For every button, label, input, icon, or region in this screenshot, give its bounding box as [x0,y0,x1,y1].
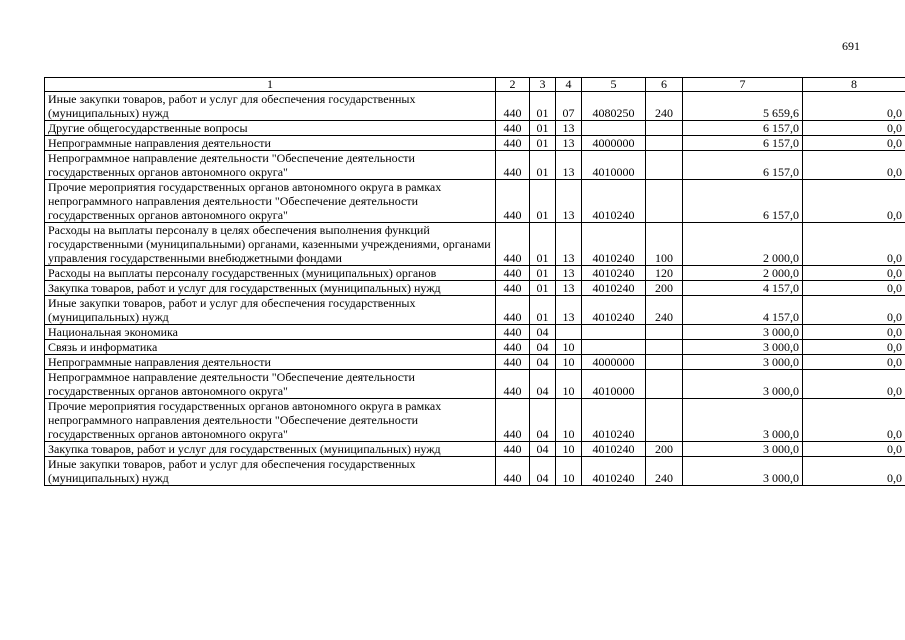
row-section-cell: 04 [530,442,556,457]
row-target-article-cell [582,340,646,355]
row-expense-type-cell: 240 [646,296,683,325]
column-header: 3 [530,78,556,92]
row-section-cell: 01 [530,151,556,180]
table-header-row [45,78,905,92]
row-amount-2-cell: 0,0 [803,355,905,370]
column-header: 8 [803,78,905,92]
row-grbs-cell: 440 [496,399,530,442]
row-section-cell: 04 [530,325,556,340]
row-target-article-cell: 4010240 [582,399,646,442]
row-expense-type-cell: 200 [646,281,683,296]
row-expense-type-cell: 200 [646,442,683,457]
row-target-article-cell: 4010000 [582,151,646,180]
row-amount-2-cell: 0,0 [803,281,905,296]
row-name-cell: Иные закупки товаров, работ и услуг для обеспечения государственных (муниципальных) нужд [45,457,496,486]
row-expense-type-cell [646,340,683,355]
table-row [45,180,905,223]
row-section-cell: 04 [530,457,556,486]
row-name-cell: Расходы на выплаты персоналу в целях обеспечения выполнения функций государственными (муниципальными) органами, казенными учреждениями, органами управления государственными внебюджетными фондами [45,223,496,266]
row-name-cell: Непрограммные направления деятельности [45,355,496,370]
row-amount-cell: 6 157,0 [683,151,803,180]
row-subsection-cell: 13 [556,121,582,136]
row-expense-type-cell [646,325,683,340]
row-amount-cell: 6 157,0 [683,136,803,151]
row-amount-2-cell: 0,0 [803,136,905,151]
row-target-article-cell: 4010240 [582,266,646,281]
row-grbs-cell: 440 [496,223,530,266]
row-subsection-cell: 13 [556,266,582,281]
row-section-cell: 01 [530,92,556,121]
row-grbs-cell: 440 [496,442,530,457]
row-expense-type-cell: 240 [646,457,683,486]
row-amount-2-cell: 0,0 [803,223,905,266]
table-row [45,370,905,399]
row-grbs-cell: 440 [496,370,530,399]
row-expense-type-cell [646,136,683,151]
row-expense-type-cell [646,370,683,399]
table-row [45,266,905,281]
table-row [45,325,905,340]
table-row [45,136,905,151]
row-amount-cell: 6 157,0 [683,180,803,223]
column-header: 7 [683,78,803,92]
row-grbs-cell: 440 [496,340,530,355]
table-row [45,442,905,457]
table-row [45,121,905,136]
column-header: 6 [646,78,683,92]
row-grbs-cell: 440 [496,281,530,296]
row-target-article-cell: 4010240 [582,296,646,325]
row-target-article-cell: 4010240 [582,223,646,266]
row-name-cell: Расходы на выплаты персоналу государственных (муниципальных) органов [45,266,496,281]
row-grbs-cell: 440 [496,136,530,151]
budget-table [44,77,905,486]
row-amount-2-cell: 0,0 [803,399,905,442]
row-amount-2-cell: 0,0 [803,442,905,457]
row-name-cell: Национальная экономика [45,325,496,340]
row-amount-cell: 3 000,0 [683,370,803,399]
row-target-article-cell: 4000000 [582,355,646,370]
row-amount-cell: 3 000,0 [683,457,803,486]
row-amount-2-cell: 0,0 [803,325,905,340]
table-row [45,355,905,370]
table-row [45,340,905,355]
row-subsection-cell [556,325,582,340]
column-header: 2 [496,78,530,92]
row-subsection-cell: 10 [556,442,582,457]
row-name-cell: Иные закупки товаров, работ и услуг для обеспечения государственных (муниципальных) нужд [45,296,496,325]
table-row [45,399,905,442]
row-grbs-cell: 440 [496,457,530,486]
table-body [45,92,905,486]
table-row [45,296,905,325]
row-amount-2-cell: 0,0 [803,121,905,136]
row-target-article-cell: 4010240 [582,442,646,457]
row-section-cell: 01 [530,296,556,325]
row-amount-2-cell: 0,0 [803,370,905,399]
row-subsection-cell: 10 [556,340,582,355]
row-grbs-cell: 440 [496,355,530,370]
row-grbs-cell: 440 [496,151,530,180]
row-name-cell: Связь и информатика [45,340,496,355]
row-grbs-cell: 440 [496,180,530,223]
column-header: 1 [45,78,496,92]
row-expense-type-cell [646,121,683,136]
row-section-cell: 04 [530,399,556,442]
row-grbs-cell: 440 [496,266,530,281]
row-target-article-cell: 4080250 [582,92,646,121]
row-target-article-cell: 4010240 [582,457,646,486]
row-expense-type-cell: 100 [646,223,683,266]
row-grbs-cell: 440 [496,121,530,136]
row-expense-type-cell [646,151,683,180]
table-row [45,223,905,266]
row-name-cell: Непрограммное направление деятельности "Обеспечение деятельности государственных органов автономного округа" [45,151,496,180]
row-target-article-cell: 4010240 [582,180,646,223]
row-subsection-cell: 13 [556,296,582,325]
row-expense-type-cell [646,180,683,223]
row-amount-2-cell: 0,0 [803,151,905,180]
row-subsection-cell: 13 [556,136,582,151]
row-subsection-cell: 13 [556,223,582,266]
row-section-cell: 01 [530,136,556,151]
row-target-article-cell: 4000000 [582,136,646,151]
row-amount-cell: 3 000,0 [683,355,803,370]
row-amount-cell: 2 000,0 [683,266,803,281]
row-grbs-cell: 440 [496,325,530,340]
row-section-cell: 01 [530,266,556,281]
row-amount-cell: 6 157,0 [683,121,803,136]
row-subsection-cell: 10 [556,399,582,442]
row-subsection-cell: 07 [556,92,582,121]
row-expense-type-cell: 120 [646,266,683,281]
row-target-article-cell: 4010240 [582,281,646,296]
row-section-cell: 01 [530,223,556,266]
row-amount-2-cell: 0,0 [803,457,905,486]
row-name-cell: Прочие мероприятия государственных органов автономного округа в рамках непрограммного направления деятельности "Обеспечение деятельности государственных органов автономного округа" [45,399,496,442]
row-amount-cell: 3 000,0 [683,399,803,442]
page-number: 691 [842,39,860,53]
table-row [45,92,905,121]
row-name-cell: Прочие мероприятия государственных органов автономного округа в рамках непрограммного направления деятельности "Обеспечение деятельности государственных органов автономного округа" [45,180,496,223]
row-subsection-cell: 10 [556,355,582,370]
row-amount-2-cell: 0,0 [803,180,905,223]
row-amount-2-cell: 0,0 [803,92,905,121]
row-section-cell: 04 [530,370,556,399]
row-section-cell: 01 [530,281,556,296]
row-amount-cell: 4 157,0 [683,296,803,325]
table-row [45,151,905,180]
row-grbs-cell: 440 [496,92,530,121]
row-subsection-cell: 13 [556,151,582,180]
row-target-article-cell [582,325,646,340]
row-amount-cell: 3 000,0 [683,442,803,457]
table-row [45,281,905,296]
row-grbs-cell: 440 [496,296,530,325]
row-amount-cell: 3 000,0 [683,340,803,355]
row-section-cell: 01 [530,121,556,136]
row-section-cell: 04 [530,340,556,355]
row-name-cell: Непрограммные направления деятельности [45,136,496,151]
row-name-cell: Закупка товаров, работ и услуг для государственных (муниципальных) нужд [45,281,496,296]
row-amount-cell: 5 659,6 [683,92,803,121]
row-subsection-cell: 10 [556,457,582,486]
row-amount-2-cell: 0,0 [803,296,905,325]
row-section-cell: 04 [530,355,556,370]
row-amount-2-cell: 0,0 [803,340,905,355]
row-target-article-cell [582,121,646,136]
row-expense-type-cell: 240 [646,92,683,121]
row-amount-cell: 2 000,0 [683,223,803,266]
column-header: 4 [556,78,582,92]
row-name-cell: Другие общегосударственные вопросы [45,121,496,136]
row-section-cell: 01 [530,180,556,223]
row-amount-2-cell: 0,0 [803,266,905,281]
row-expense-type-cell [646,355,683,370]
table-row [45,457,905,486]
row-name-cell: Непрограммное направление деятельности "Обеспечение деятельности государственных органов автономного округа" [45,370,496,399]
row-subsection-cell: 13 [556,180,582,223]
column-header: 5 [582,78,646,92]
row-subsection-cell: 13 [556,281,582,296]
row-amount-cell: 4 157,0 [683,281,803,296]
row-name-cell: Иные закупки товаров, работ и услуг для обеспечения государственных (муниципальных) нужд [45,92,496,121]
row-expense-type-cell [646,399,683,442]
row-name-cell: Закупка товаров, работ и услуг для государственных (муниципальных) нужд [45,442,496,457]
row-amount-cell: 3 000,0 [683,325,803,340]
row-target-article-cell: 4010000 [582,370,646,399]
row-subsection-cell: 10 [556,370,582,399]
